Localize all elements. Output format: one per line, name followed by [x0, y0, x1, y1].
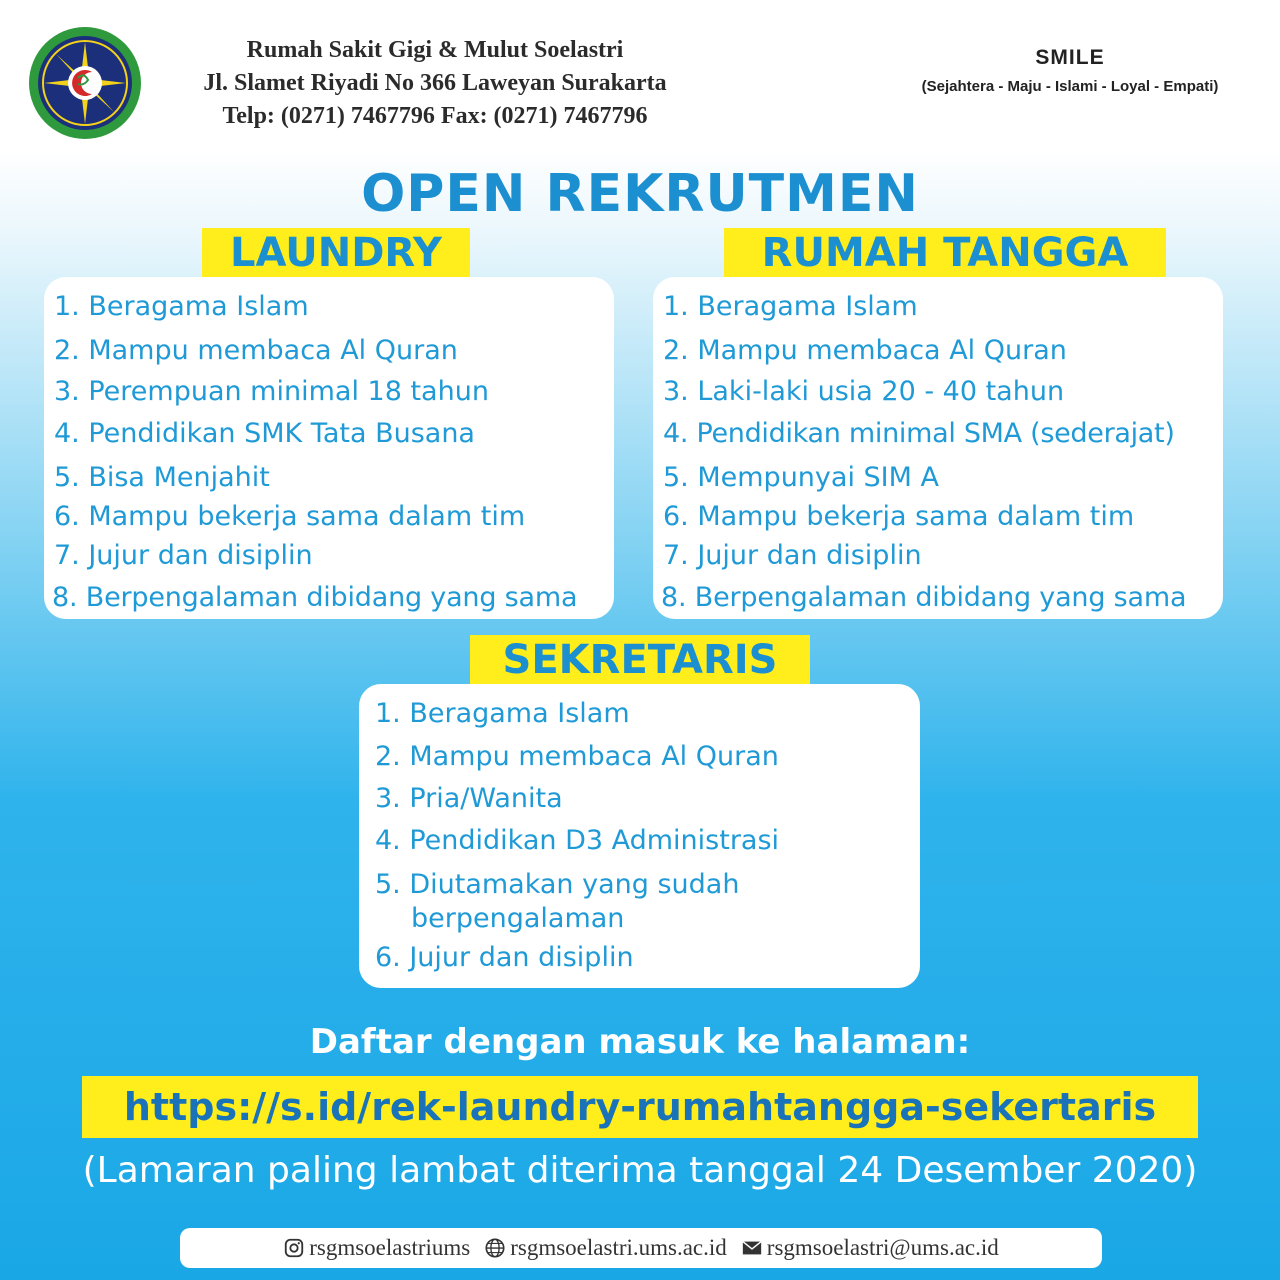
rumah-tangga-heading: RUMAH TANGGA [724, 228, 1166, 278]
list-item: 6. Jujur dan disiplin [375, 942, 634, 973]
instagram-handle: rsgmsoelastriums [309, 1235, 471, 1260]
mail-icon [741, 1237, 763, 1259]
instagram-icon [283, 1237, 305, 1259]
email-contact[interactable] [741, 1235, 999, 1261]
hospital-name: Rumah Sakit Gigi & Mulut Soelastri [246, 37, 624, 63]
laundry-card [44, 277, 614, 619]
list-item: 2. Mampu membaca Al Quran [663, 335, 1067, 366]
list-item: 3. Perempuan minimal 18 tahun [54, 376, 489, 407]
globe-icon [484, 1237, 506, 1259]
list-item: 4. Pendidikan D3 Administrasi [375, 825, 780, 856]
list-item: 7. Jujur dan disiplin [663, 540, 922, 571]
list-item: 3. Pria/Wanita [375, 783, 563, 814]
instagram-contact[interactable] [283, 1235, 470, 1261]
smile-title: SMILE [1035, 46, 1105, 69]
list-item: 7. Jujur dan disiplin [54, 540, 313, 571]
list-item: 5. Mempunyai SIM A [663, 462, 939, 493]
register-instruction: Daftar dengan masuk ke halaman: [309, 1022, 971, 1062]
hospital-address: Jl. Slamet Riyadi No 366 Laweyan Surakarta [203, 70, 667, 96]
list-item: 4. Pendidikan minimal SMA (sederajat) [663, 418, 1175, 449]
logo-emblem-icon [28, 26, 142, 140]
page-title: OPEN REKRUTMEN [361, 164, 919, 224]
hospital-phone: Telp: (0271) 7467796 Fax: (0271) 7467796 [222, 103, 648, 129]
list-item: 4. Pendidikan SMK Tata Busana [54, 418, 475, 449]
registration-link[interactable]: https://s.id/rek-laundry-rumahtangga-sekertaris [82, 1076, 1198, 1138]
list-item: 3. Laki-laki usia 20 - 40 tahun [663, 376, 1065, 407]
list-item: 6. Mampu bekerja sama dalam tim [663, 501, 1135, 532]
list-item: 5. Bisa Menjahit [54, 462, 270, 493]
list-item: 1. Beragama Islam [375, 698, 630, 729]
sekretaris-heading: SEKRETARIS [470, 635, 810, 685]
hospital-logo [28, 26, 142, 140]
smile-subtitle: (Sejahtera - Maju - Islami - Loyal - Empati) [921, 78, 1219, 95]
deadline-text: (Lamaran paling lambat diterima tanggal 24 Desember 2020) [82, 1150, 1198, 1191]
website-contact[interactable] [484, 1235, 727, 1261]
list-item: 8. Berpengalaman dibidang yang sama [52, 582, 578, 613]
contact-bar [180, 1228, 1102, 1268]
website-url: rsgmsoelastri.ums.ac.id [510, 1235, 727, 1260]
rumah-tangga-card [653, 277, 1223, 619]
laundry-heading: LAUNDRY [202, 228, 470, 278]
list-item: 8. Berpengalaman dibidang yang sama [661, 582, 1187, 613]
list-item: 2. Mampu membaca Al Quran [375, 741, 779, 772]
smile-motto [880, 46, 1260, 95]
list-item: 5. Diutamakan yang sudah berpengalaman [375, 869, 740, 934]
sekretaris-card [359, 684, 920, 988]
list-item: 2. Mampu membaca Al Quran [54, 335, 458, 366]
list-item: 1. Beragama Islam [663, 291, 918, 322]
list-item: 6. Mampu bekerja sama dalam tim [54, 501, 526, 532]
email-address: rsgmsoelastri@ums.ac.id [766, 1235, 999, 1260]
list-item: 1. Beragama Islam [54, 291, 309, 322]
hospital-info [175, 34, 695, 133]
